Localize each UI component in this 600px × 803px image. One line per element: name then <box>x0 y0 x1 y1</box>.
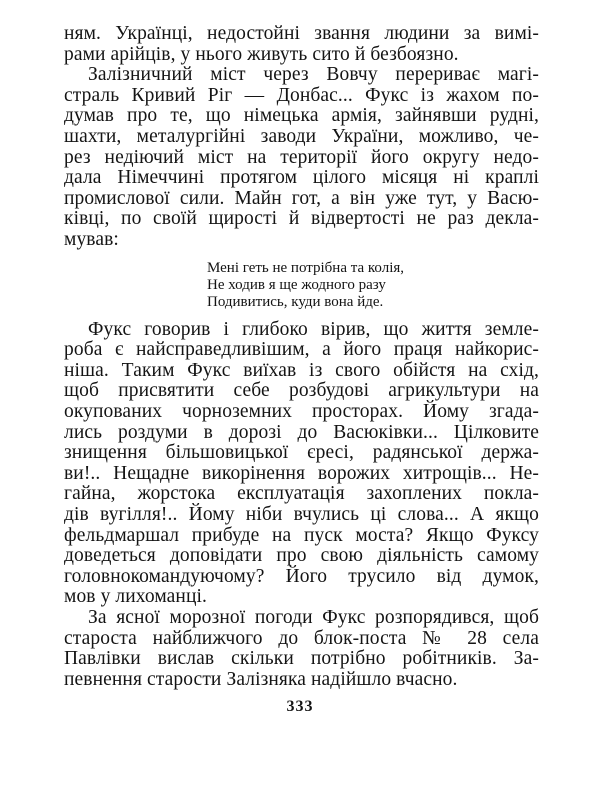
text-line: роба є найсправедливішим, а його праця найкорис- <box>64 339 539 361</box>
text-line: доведеться доповідати про свою діяльність самому <box>64 545 539 567</box>
text-line: Залізничний міст через Вовчу перериває магі- <box>88 64 539 86</box>
text-line: знищення більшовицької єресі, радянської держа- <box>64 442 539 464</box>
text-line: гайна, жорстока експлуатація захоплених покла- <box>64 483 539 505</box>
verse-line: Мені геть не потрібна та колія, <box>207 259 405 276</box>
text-line: лись роздуми в дорозі до Васюківки... Цілковите <box>64 421 539 443</box>
text-line: страль Кривий Ріг — Донбас... Фукс із жахом по- <box>64 84 539 106</box>
text-line: ніша. Таким Фукс виїхав із свого обійстя на схід, <box>64 359 539 381</box>
text-line: мов у лихоманці. <box>64 586 207 608</box>
text-line: думав про те, що німецька армія, зайнявши рудні, <box>64 105 539 127</box>
text-line: дала Німеччині протягом цілого місяця ні краплі <box>64 167 539 189</box>
text-line: Павлівки вислав скільки потрібно робітників. За- <box>64 648 539 670</box>
text-line: шахти, металургійні заводи України, можливо, че- <box>64 126 539 147</box>
text-line: рез недіючий міст на території його округу недо- <box>64 146 539 168</box>
verse-line: Не ходив я ще жодного разу <box>207 276 386 293</box>
text-line: мував: <box>64 229 119 250</box>
text-line: староста найближчого до блок-поста № 28 села <box>64 627 539 649</box>
text-line: головнокомандуючому? Його трусило від думок, <box>64 565 539 587</box>
text-line: дів вугілля!.. Йому ніби вчулись ці слова... А якщо <box>64 504 539 525</box>
text-line: промислової сили. Майн гот, а він уже тут, у Васю- <box>64 187 539 209</box>
text-line: За ясної морозної погоди Фукс розпорядився, щоб <box>88 607 539 628</box>
text-line: рами арійців, у нього живуть сито й безбоязно. <box>64 43 459 65</box>
text-line: ківці, по своїй щирості й відвертості не раз декла- <box>64 208 539 230</box>
text-line: окупованих чорноземних просторах. Йому згада- <box>64 401 539 422</box>
verse-line: Подивитись, куди вона йде. <box>207 293 384 310</box>
page-number: 333 <box>286 698 314 716</box>
text-line: ви!.. Нещадне викорінення ворожих хитрощів... Не- <box>64 462 539 484</box>
text-line: щоб присвятити себе розбудові агрикультури на <box>64 380 539 402</box>
text-line: Фукс говорив і глибоко вірив, що життя земле- <box>88 318 539 340</box>
text-line: ням. Українці, недостойні звання людини за вимі- <box>64 23 539 44</box>
text-line: фельдмаршал прибуде на пуск моста? Якщо Фуксу <box>64 524 539 546</box>
text-line: певнення старости Залізняка надійшло вчасно. <box>64 668 458 690</box>
